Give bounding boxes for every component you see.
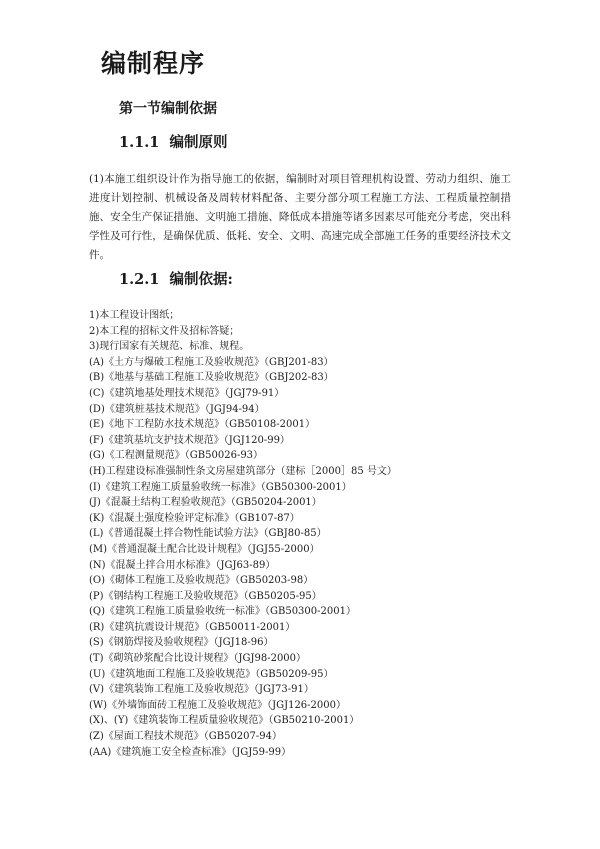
basis-list-item: (O)《砌体工程施工及验收规范》（GB50203-98）: [89, 575, 314, 587]
basis-list-item: (G)《工程测量规范》（GB50026-93）: [89, 450, 264, 462]
basis-list-item: (AA)《建筑施工安全检查标准》（JGJ59-99）: [89, 746, 292, 758]
basis-list-item: (U)《建筑地面工程施工及验收规范》（GB50209-95）: [89, 668, 334, 680]
basis-list-item: (H)工程建设标准强制性条文房屋建筑部分（建标［2000］85 号文）: [89, 465, 397, 477]
subsection-basis-heading: 1.2.1 编制依据:: [119, 271, 233, 288]
basis-list-item: (J)《混凝土结构工程验收规范》（GB50204-2001）: [89, 497, 322, 509]
basis-list: [89, 308, 529, 760]
basis-list-item: (M)《普通混凝土配合比设计规程》（JGJ55-2000）: [89, 543, 320, 555]
basis-list-item: (N)《混凝土拌合用水标准》（JGJ63-89）: [89, 559, 276, 571]
basis-list-item: 2)本工程的招标文件及招标答疑；: [89, 325, 240, 337]
basis-list-item: (K)《混凝土强度检验评定标准》（GB107-87）: [89, 512, 300, 524]
basis-list-item: 3)现行国家有关规范、标准、规程。: [89, 341, 250, 353]
basis-list-item: (S)《钢筋焊接及验收规程》（JGJ18-96）: [89, 637, 274, 649]
basis-list-item: (L)《普通混凝土拌合物性能试验方法》（GBJ80-85）: [89, 528, 327, 540]
basis-list-item: (R)《建筑抗震设计规范》（GB50011-2001）: [89, 621, 296, 633]
basis-list-item: (W)《外墙饰面砖工程施工及验收规范》（JGJ126-2000）: [89, 699, 347, 711]
principles-paragraph: (1)本施工组织设计作为指导施工的依据，编制时对项目管理机构设置、劳动力组织、施工进度计划控制、机械设备及周转材料配备、主要分部分项工程施工方法、工程质量控制措施、安全生产保证措施、文明施工措施、降低成本措施等诸多因素尽可能充分考虑，突出科学性及可行性，是确保优质、低耗、安全、文明、高速完成全部施工任务的重要经济技术文件。: [89, 173, 511, 261]
basis-list-item: (B)《地基与基础工程施工及验收规范》（GBJ202-83）: [89, 372, 334, 384]
basis-list-item: (Z)《屋面工程技术规范》（GB50207-94）: [89, 731, 283, 743]
basis-list-item: 1)本工程设计图纸；: [89, 310, 180, 321]
basis-list-item: (F)《建筑基坑支护技术规范》（JGJ120-99）: [89, 434, 290, 446]
basis-list-item: (Q)《建筑工程施工质量验收统一标准》（GB50300-2001）: [89, 606, 356, 618]
basis-list-item: (P)《钢结构工程施工及验收规范》（GB50205-95）: [89, 590, 322, 602]
subsection-principles-heading: 1.1.1 编制原则: [119, 134, 228, 151]
basis-list-item: (X)、(Y)《建筑装饰工程质量验收规范》（GB50210-2001）: [89, 715, 360, 727]
basis-list-item: (D)《建筑桩基技术规范》（JGJ94-94）: [89, 403, 265, 415]
basis-list-item: (V)《建筑装饰工程施工及验收规范》（JGJ73-91）: [89, 684, 314, 696]
section-heading: 第一节编制依据: [119, 101, 217, 117]
basis-list-item: (C)《建筑地基处理技术规范》（JGJ79-91）: [89, 387, 285, 399]
document-title: 编制程序: [101, 49, 206, 78]
basis-list-item: (T)《砌筑砂浆配合比设计规程》（JGJ98-2000）: [89, 653, 307, 665]
basis-list-item: (E)《地下工程防水技术规范》（GB50108-2001）: [89, 419, 316, 431]
basis-list-item: (I)《建筑工程施工质量验收统一标准》（GB50300-2001）: [89, 481, 352, 493]
basis-list-item: (A)《土方与爆破工程施工及验收规范》（GBJ201-83）: [89, 356, 334, 368]
